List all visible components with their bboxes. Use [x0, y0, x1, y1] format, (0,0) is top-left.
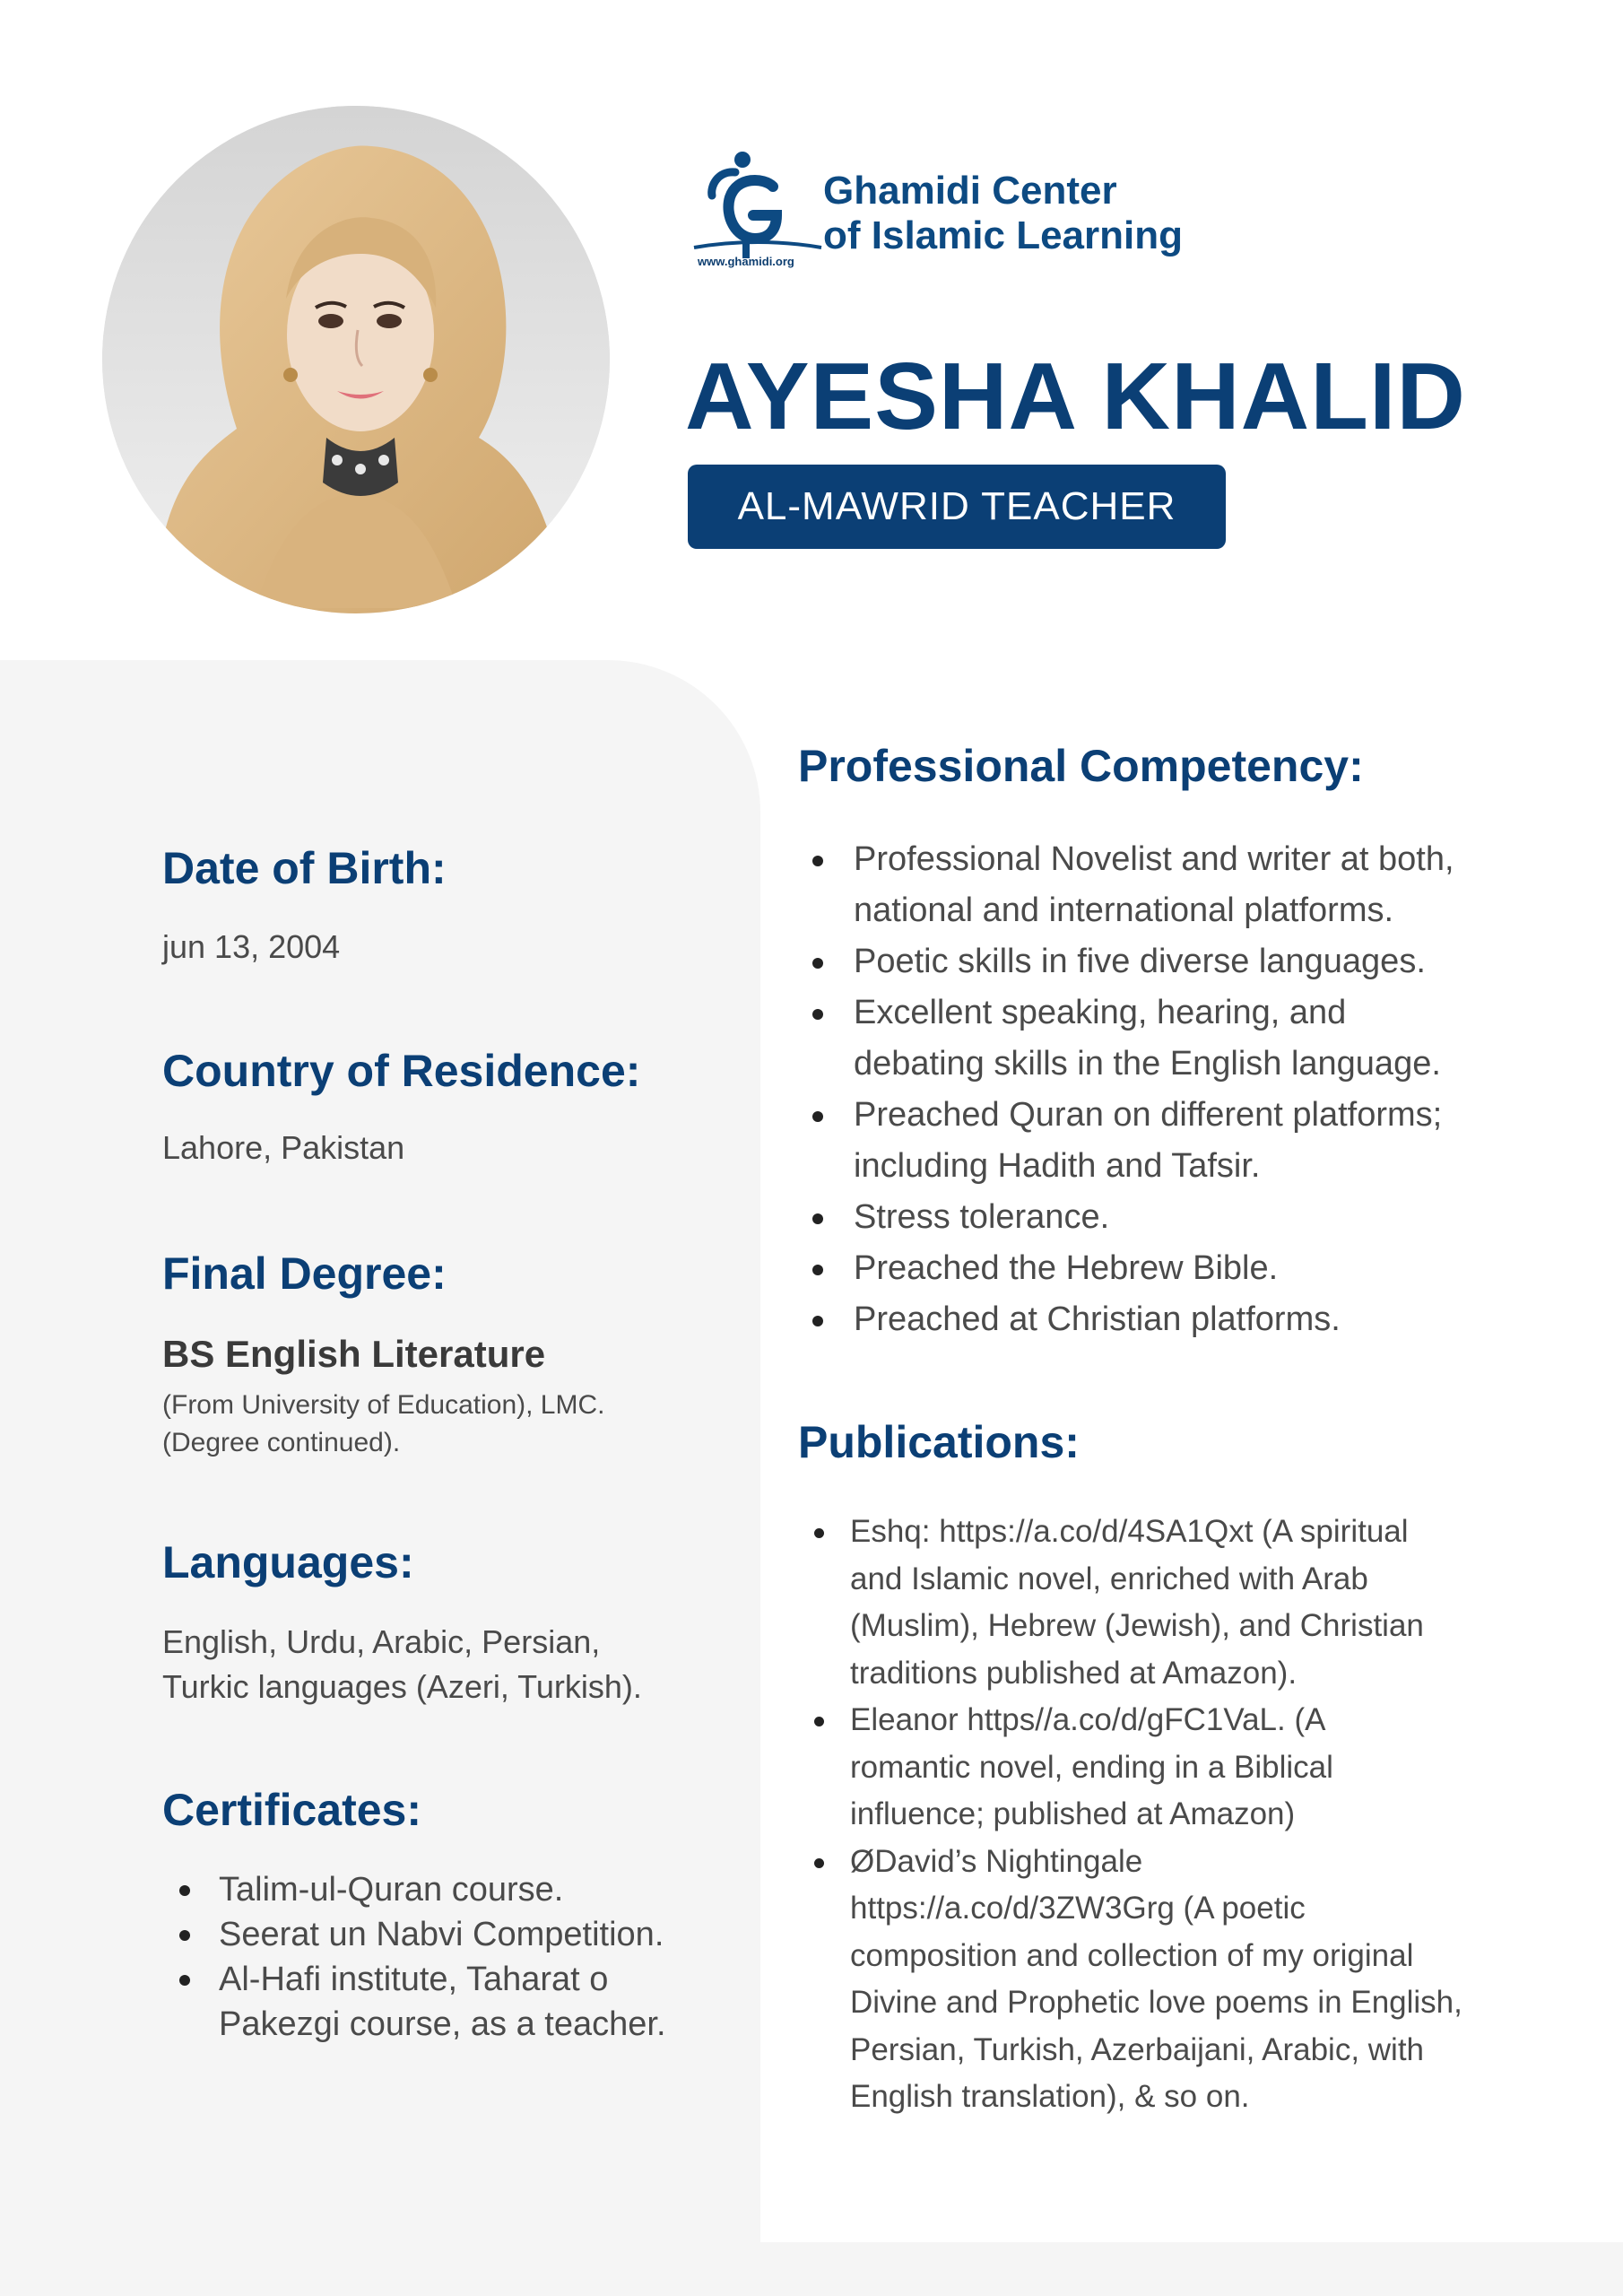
degree-note	[162, 1387, 604, 1462]
list-item-line: Preached at Christian platforms.	[854, 1300, 1341, 1338]
publications-heading: Publications:	[798, 1417, 1080, 1467]
list-item-line: English translation), & so on.	[850, 2079, 1250, 2114]
list-item-line: Stress tolerance.	[854, 1198, 1110, 1236]
degree-title: BS English Literature	[162, 1333, 546, 1375]
list-item	[812, 1090, 1454, 1192]
list-item	[812, 987, 1454, 1090]
publications-list	[812, 1509, 1462, 2121]
list-item	[179, 1912, 666, 1957]
certificates-heading: Certificates:	[162, 1785, 421, 1835]
bullet-icon	[814, 1717, 824, 1726]
list-item-line: (Muslim), Hebrew (Jewish), and Christian	[850, 1608, 1424, 1643]
list-item-line: Al-Hafi institute, Taharat o	[219, 1961, 609, 1998]
bullet-icon	[812, 1213, 823, 1224]
country-value: Lahore, Pakistan	[162, 1129, 405, 1166]
list-item	[812, 1509, 1462, 1697]
bullet-icon	[812, 1316, 823, 1326]
list-item-line: Eshq: https://a.co/d/4SA1Qxt (A spiritual	[850, 1514, 1409, 1549]
languages-value	[162, 1620, 642, 1709]
bullet-icon	[814, 1858, 824, 1868]
list-item-line: Divine and Prophetic love poems in English,	[850, 1985, 1462, 2020]
list-item-line: Professional Novelist and writer at both,	[854, 840, 1454, 878]
list-item-line: including Hadith and Tafsir.	[854, 1147, 1261, 1185]
list-item-line: romantic novel, ending in a Biblical	[850, 1749, 1333, 1785]
bullet-icon	[179, 1930, 190, 1941]
bullet-icon	[812, 856, 823, 866]
list-item-line: Preached Quran on different platforms;	[854, 1096, 1443, 1134]
bullet-icon	[814, 1528, 824, 1538]
logo-url: www.ghamidi.org	[698, 255, 794, 268]
languages-heading: Languages:	[162, 1537, 414, 1587]
list-item-line: traditions published at Amazon).	[850, 1655, 1298, 1691]
list-item	[812, 1697, 1462, 1839]
logo-line-2: of Islamic Learning	[823, 213, 1183, 257]
list-item	[179, 1957, 666, 2047]
list-item	[179, 1867, 666, 1912]
list-item-line: debating skills in the English language.	[854, 1045, 1441, 1083]
dob-value: jun 13, 2004	[162, 928, 341, 965]
ghamidi-logo-icon	[690, 151, 825, 269]
bullet-icon	[812, 958, 823, 969]
list-item-line: composition and collection of my original	[850, 1937, 1414, 1973]
list-item-line: Pakezgi course, as a teacher.	[219, 2005, 666, 2043]
country-heading: Country of Residence:	[162, 1046, 641, 1096]
competency-list	[812, 834, 1454, 1345]
profile-photo	[102, 106, 610, 613]
list-item-line: Persian, Turkish, Azerbaijani, Arabic, with	[850, 2031, 1425, 2067]
list-item	[812, 1294, 1454, 1345]
list-item-line: national and international platforms.	[854, 891, 1394, 929]
degree-note-line: (Degree continued).	[162, 1428, 401, 1457]
degree-heading: Final Degree:	[162, 1248, 447, 1299]
list-item	[812, 834, 1454, 936]
bullet-icon	[179, 1975, 190, 1986]
list-item-line: Talim-ul-Quran course.	[219, 1871, 564, 1909]
logo-line-1: Ghamidi Center	[823, 169, 1117, 213]
list-item-line: Poetic skills in five diverse languages.	[854, 943, 1426, 980]
list-item	[812, 1839, 1462, 2121]
role-badge: AL-MAWRID TEACHER	[688, 465, 1226, 549]
list-item-line: influence; published at Amazon)	[850, 1796, 1296, 1831]
competency-heading: Professional Competency:	[798, 741, 1364, 791]
certificates-list	[179, 1867, 666, 2047]
degree-note-line: (From University of Education), LMC.	[162, 1390, 605, 1420]
bullet-icon	[812, 1265, 823, 1275]
logo-text	[823, 169, 1183, 258]
bullet-icon	[179, 1885, 190, 1896]
list-item-line: ØDavid’s Nightingale	[850, 1843, 1143, 1879]
left-panel	[0, 660, 760, 2296]
languages-line: English, Urdu, Arabic, Persian,	[162, 1623, 601, 1660]
list-item-line: Preached the Hebrew Bible.	[854, 1249, 1279, 1287]
list-item-line: Eleanor https//a.co/d/gFC1VaL. (A	[850, 1702, 1326, 1737]
bullet-icon	[812, 1111, 823, 1122]
list-item	[812, 1192, 1454, 1243]
bottom-strip	[760, 2242, 1623, 2296]
list-item-line: and Islamic novel, enriched with Arab	[850, 1561, 1368, 1596]
person-name: AYESHA KHALID	[685, 344, 1466, 449]
dob-heading: Date of Birth:	[162, 843, 447, 893]
languages-line: Turkic languages (Azeri, Turkish).	[162, 1668, 642, 1705]
organization-logo	[690, 151, 1193, 276]
list-item-line: Excellent speaking, hearing, and	[854, 994, 1347, 1031]
bullet-icon	[812, 1009, 823, 1020]
list-item-line: Seerat un Nabvi Competition.	[219, 1916, 664, 1953]
list-item	[812, 936, 1454, 987]
list-item-line: https://a.co/d/3ZW3Grg (A poetic	[850, 1891, 1306, 1926]
list-item	[812, 1243, 1454, 1294]
